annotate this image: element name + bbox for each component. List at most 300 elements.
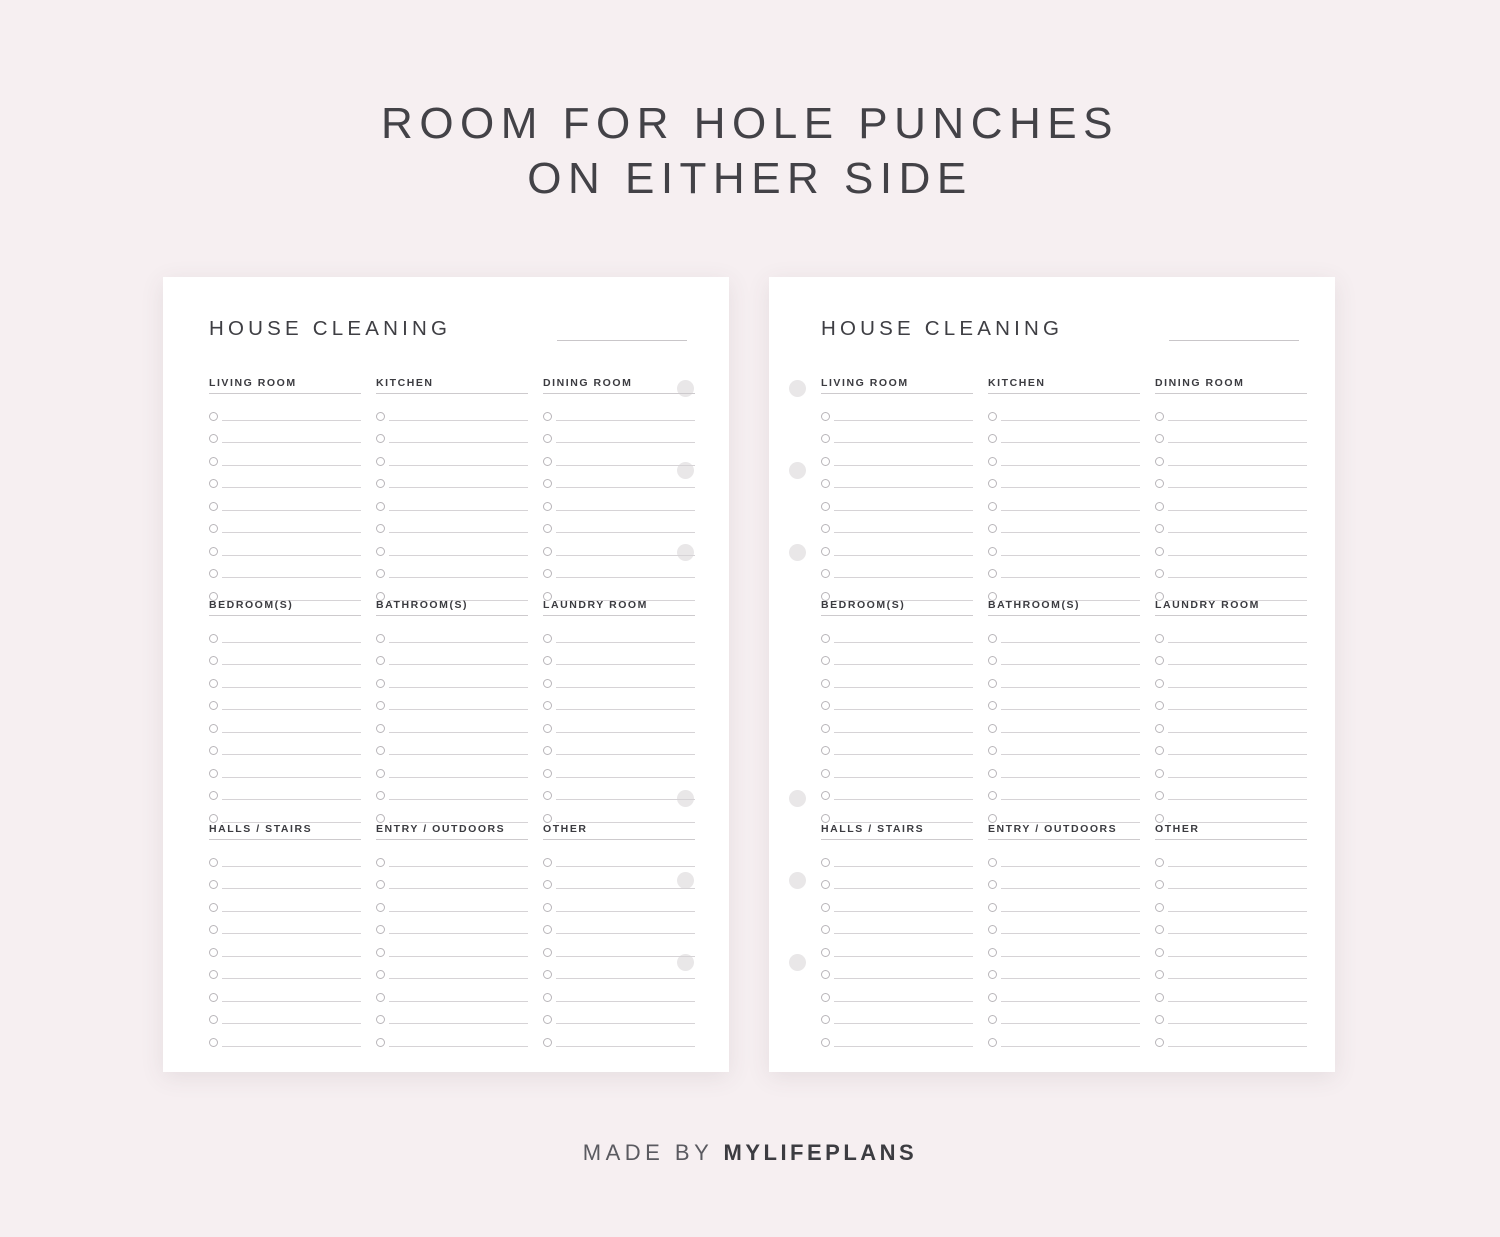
- checklist-item[interactable]: [1155, 646, 1307, 669]
- checklist-item[interactable]: [821, 491, 973, 514]
- write-line[interactable]: [389, 642, 528, 643]
- checkbox-circle-icon[interactable]: [376, 814, 385, 823]
- checklist-item[interactable]: [988, 559, 1140, 582]
- write-line[interactable]: [556, 532, 695, 533]
- checkbox-circle-icon[interactable]: [988, 569, 997, 578]
- checkbox-circle-icon[interactable]: [376, 701, 385, 710]
- checklist-item[interactable]: [376, 668, 528, 691]
- write-line[interactable]: [1001, 1023, 1140, 1024]
- checkbox-circle-icon[interactable]: [376, 1015, 385, 1024]
- checkbox-circle-icon[interactable]: [376, 791, 385, 800]
- checklist-item[interactable]: [1155, 781, 1307, 804]
- write-line[interactable]: [834, 933, 973, 934]
- write-line[interactable]: [834, 956, 973, 957]
- write-line[interactable]: [222, 1001, 361, 1002]
- checklist-item[interactable]: [209, 536, 361, 559]
- checkbox-circle-icon[interactable]: [209, 502, 218, 511]
- checkbox-circle-icon[interactable]: [1155, 502, 1164, 511]
- checklist-item[interactable]: [988, 536, 1140, 559]
- write-line[interactable]: [222, 933, 361, 934]
- checkbox-circle-icon[interactable]: [1155, 656, 1164, 665]
- checkbox-circle-icon[interactable]: [821, 724, 830, 733]
- write-line[interactable]: [1001, 510, 1140, 511]
- checkbox-circle-icon[interactable]: [376, 479, 385, 488]
- checkbox-circle-icon[interactable]: [821, 1015, 830, 1024]
- write-line[interactable]: [389, 487, 528, 488]
- checklist-item[interactable]: [376, 514, 528, 537]
- checkbox-circle-icon[interactable]: [1155, 970, 1164, 979]
- checkbox-circle-icon[interactable]: [543, 479, 552, 488]
- checklist-item[interactable]: [988, 736, 1140, 759]
- checkbox-circle-icon[interactable]: [209, 1015, 218, 1024]
- write-line[interactable]: [1168, 911, 1307, 912]
- checkbox-circle-icon[interactable]: [821, 569, 830, 578]
- write-line[interactable]: [834, 799, 973, 800]
- write-line[interactable]: [389, 732, 528, 733]
- checklist-item[interactable]: [543, 623, 695, 646]
- checklist-item[interactable]: [821, 514, 973, 537]
- checkbox-circle-icon[interactable]: [821, 524, 830, 533]
- checklist-item[interactable]: [209, 847, 361, 870]
- write-line[interactable]: [1001, 799, 1140, 800]
- write-line[interactable]: [222, 1023, 361, 1024]
- write-line[interactable]: [222, 732, 361, 733]
- checkbox-circle-icon[interactable]: [988, 679, 997, 688]
- write-line[interactable]: [1001, 866, 1140, 867]
- write-line[interactable]: [834, 754, 973, 755]
- checklist-item[interactable]: [376, 559, 528, 582]
- checkbox-circle-icon[interactable]: [1155, 547, 1164, 556]
- checklist-item[interactable]: [376, 713, 528, 736]
- checkbox-circle-icon[interactable]: [821, 880, 830, 889]
- checklist-item[interactable]: [209, 915, 361, 938]
- checklist-item[interactable]: [988, 469, 1140, 492]
- checklist-item[interactable]: [209, 892, 361, 915]
- checklist-item[interactable]: [821, 892, 973, 915]
- write-line[interactable]: [222, 709, 361, 710]
- checkbox-circle-icon[interactable]: [376, 502, 385, 511]
- checkbox-circle-icon[interactable]: [1155, 814, 1164, 823]
- checklist-item[interactable]: [988, 491, 1140, 514]
- checkbox-circle-icon[interactable]: [1155, 903, 1164, 912]
- checklist-item[interactable]: [543, 536, 695, 559]
- checklist-item[interactable]: [376, 1005, 528, 1028]
- write-line[interactable]: [1001, 465, 1140, 466]
- checkbox-circle-icon[interactable]: [376, 547, 385, 556]
- checklist-item[interactable]: [1155, 514, 1307, 537]
- checkbox-circle-icon[interactable]: [821, 948, 830, 957]
- checklist-item[interactable]: [988, 514, 1140, 537]
- checkbox-circle-icon[interactable]: [821, 769, 830, 778]
- checklist-item[interactable]: [209, 469, 361, 492]
- checkbox-circle-icon[interactable]: [988, 814, 997, 823]
- checkbox-circle-icon[interactable]: [821, 746, 830, 755]
- checklist-item[interactable]: [376, 536, 528, 559]
- write-line[interactable]: [1168, 664, 1307, 665]
- write-line[interactable]: [389, 577, 528, 578]
- write-line[interactable]: [1001, 933, 1140, 934]
- checklist-item[interactable]: [543, 668, 695, 691]
- checklist-item[interactable]: [1155, 736, 1307, 759]
- checkbox-circle-icon[interactable]: [543, 993, 552, 1002]
- checklist-item[interactable]: [209, 758, 361, 781]
- write-line[interactable]: [389, 956, 528, 957]
- write-line[interactable]: [1168, 866, 1307, 867]
- checklist-item[interactable]: [209, 559, 361, 582]
- checklist-item[interactable]: [821, 870, 973, 893]
- checklist-item[interactable]: [821, 536, 973, 559]
- checkbox-circle-icon[interactable]: [988, 656, 997, 665]
- write-line[interactable]: [1168, 642, 1307, 643]
- checklist-item[interactable]: [209, 1005, 361, 1028]
- checkbox-circle-icon[interactable]: [1155, 434, 1164, 443]
- checklist-item[interactable]: [209, 401, 361, 424]
- write-line[interactable]: [1168, 956, 1307, 957]
- checkbox-circle-icon[interactable]: [821, 903, 830, 912]
- checklist-item[interactable]: [988, 713, 1140, 736]
- write-line[interactable]: [1001, 911, 1140, 912]
- checkbox-circle-icon[interactable]: [543, 769, 552, 778]
- write-line[interactable]: [1001, 777, 1140, 778]
- write-line[interactable]: [834, 664, 973, 665]
- write-line[interactable]: [1001, 754, 1140, 755]
- checklist-item[interactable]: [821, 469, 973, 492]
- write-line[interactable]: [556, 732, 695, 733]
- checkbox-circle-icon[interactable]: [988, 1015, 997, 1024]
- checklist-item[interactable]: [821, 758, 973, 781]
- checklist-item[interactable]: [988, 691, 1140, 714]
- checklist-item[interactable]: [821, 559, 973, 582]
- checkbox-circle-icon[interactable]: [1155, 746, 1164, 755]
- checklist-item[interactable]: [988, 870, 1140, 893]
- write-line[interactable]: [389, 978, 528, 979]
- checklist-item[interactable]: [209, 668, 361, 691]
- write-line[interactable]: [556, 420, 695, 421]
- checkbox-circle-icon[interactable]: [821, 656, 830, 665]
- write-line[interactable]: [1168, 888, 1307, 889]
- checklist-item[interactable]: [988, 401, 1140, 424]
- checklist-item[interactable]: [821, 623, 973, 646]
- checklist-item[interactable]: [821, 937, 973, 960]
- checklist-item[interactable]: [1155, 915, 1307, 938]
- checklist-item[interactable]: [376, 691, 528, 714]
- checklist-item[interactable]: [988, 424, 1140, 447]
- checklist-item[interactable]: [1155, 401, 1307, 424]
- checkbox-circle-icon[interactable]: [1155, 679, 1164, 688]
- write-line[interactable]: [834, 1023, 973, 1024]
- checklist-item[interactable]: [988, 915, 1140, 938]
- checklist-item[interactable]: [988, 781, 1140, 804]
- checklist-item[interactable]: [209, 623, 361, 646]
- checklist-item[interactable]: [376, 491, 528, 514]
- checklist-item[interactable]: [1155, 536, 1307, 559]
- write-line[interactable]: [389, 709, 528, 710]
- write-line[interactable]: [1168, 1046, 1307, 1047]
- checkbox-circle-icon[interactable]: [821, 970, 830, 979]
- write-line[interactable]: [222, 799, 361, 800]
- write-line[interactable]: [556, 777, 695, 778]
- write-line[interactable]: [1001, 709, 1140, 710]
- checklist-item[interactable]: [988, 1027, 1140, 1050]
- write-line[interactable]: [222, 754, 361, 755]
- checkbox-circle-icon[interactable]: [988, 724, 997, 733]
- checklist-item[interactable]: [1155, 960, 1307, 983]
- write-line[interactable]: [834, 642, 973, 643]
- checklist-item[interactable]: [988, 982, 1140, 1005]
- write-line[interactable]: [389, 465, 528, 466]
- checklist-item[interactable]: [988, 1005, 1140, 1028]
- write-line[interactable]: [1001, 978, 1140, 979]
- checklist-item[interactable]: [543, 758, 695, 781]
- checklist-item[interactable]: [988, 960, 1140, 983]
- checkbox-circle-icon[interactable]: [209, 524, 218, 533]
- checklist-item[interactable]: [1155, 559, 1307, 582]
- write-line[interactable]: [1001, 577, 1140, 578]
- checkbox-circle-icon[interactable]: [821, 925, 830, 934]
- write-line[interactable]: [1001, 1046, 1140, 1047]
- write-line[interactable]: [222, 510, 361, 511]
- write-line[interactable]: [1168, 978, 1307, 979]
- checklist-item[interactable]: [376, 646, 528, 669]
- checkbox-circle-icon[interactable]: [376, 412, 385, 421]
- checkbox-circle-icon[interactable]: [1155, 880, 1164, 889]
- checklist-item[interactable]: [543, 713, 695, 736]
- checklist-item[interactable]: [543, 915, 695, 938]
- checkbox-circle-icon[interactable]: [543, 434, 552, 443]
- write-line[interactable]: [389, 664, 528, 665]
- write-line[interactable]: [834, 732, 973, 733]
- checklist-item[interactable]: [821, 446, 973, 469]
- write-line[interactable]: [556, 555, 695, 556]
- checklist-item[interactable]: [543, 514, 695, 537]
- checkbox-circle-icon[interactable]: [1155, 925, 1164, 934]
- checkbox-circle-icon[interactable]: [988, 502, 997, 511]
- write-line[interactable]: [389, 866, 528, 867]
- checkbox-circle-icon[interactable]: [209, 925, 218, 934]
- write-line[interactable]: [1168, 1001, 1307, 1002]
- checklist-item[interactable]: [376, 469, 528, 492]
- write-line[interactable]: [389, 532, 528, 533]
- checkbox-circle-icon[interactable]: [543, 1015, 552, 1024]
- write-line[interactable]: [556, 1046, 695, 1047]
- write-line[interactable]: [1168, 777, 1307, 778]
- checkbox-circle-icon[interactable]: [1155, 724, 1164, 733]
- checklist-item[interactable]: [821, 401, 973, 424]
- checklist-item[interactable]: [209, 491, 361, 514]
- checklist-item[interactable]: [1155, 713, 1307, 736]
- write-line[interactable]: [222, 1046, 361, 1047]
- checkbox-circle-icon[interactable]: [543, 679, 552, 688]
- checkbox-circle-icon[interactable]: [376, 457, 385, 466]
- checklist-item[interactable]: [209, 870, 361, 893]
- checkbox-circle-icon[interactable]: [988, 925, 997, 934]
- checklist-item[interactable]: [209, 646, 361, 669]
- checkbox-circle-icon[interactable]: [1155, 993, 1164, 1002]
- write-line[interactable]: [389, 555, 528, 556]
- write-line[interactable]: [556, 888, 695, 889]
- checkbox-circle-icon[interactable]: [376, 903, 385, 912]
- write-line[interactable]: [556, 956, 695, 957]
- checkbox-circle-icon[interactable]: [209, 970, 218, 979]
- checklist-item[interactable]: [376, 446, 528, 469]
- checkbox-circle-icon[interactable]: [543, 502, 552, 511]
- checklist-item[interactable]: [543, 982, 695, 1005]
- checkbox-circle-icon[interactable]: [376, 679, 385, 688]
- checklist-item[interactable]: [209, 1027, 361, 1050]
- write-line[interactable]: [556, 911, 695, 912]
- checklist-item[interactable]: [821, 847, 973, 870]
- checklist-item[interactable]: [988, 446, 1140, 469]
- write-line[interactable]: [556, 754, 695, 755]
- checkbox-circle-icon[interactable]: [543, 746, 552, 755]
- checkbox-circle-icon[interactable]: [209, 858, 218, 867]
- checklist-item[interactable]: [1155, 982, 1307, 1005]
- checkbox-circle-icon[interactable]: [543, 656, 552, 665]
- write-line[interactable]: [1001, 487, 1140, 488]
- checkbox-circle-icon[interactable]: [1155, 569, 1164, 578]
- checkbox-circle-icon[interactable]: [821, 858, 830, 867]
- write-line[interactable]: [834, 687, 973, 688]
- write-line[interactable]: [1001, 664, 1140, 665]
- write-line[interactable]: [222, 888, 361, 889]
- checkbox-circle-icon[interactable]: [821, 434, 830, 443]
- checkbox-circle-icon[interactable]: [376, 925, 385, 934]
- checkbox-circle-icon[interactable]: [821, 502, 830, 511]
- write-line[interactable]: [834, 709, 973, 710]
- write-line[interactable]: [222, 555, 361, 556]
- checkbox-circle-icon[interactable]: [988, 948, 997, 957]
- checkbox-circle-icon[interactable]: [376, 569, 385, 578]
- write-line[interactable]: [1168, 487, 1307, 488]
- checklist-item[interactable]: [376, 847, 528, 870]
- checkbox-circle-icon[interactable]: [376, 993, 385, 1002]
- write-line[interactable]: [834, 465, 973, 466]
- checkbox-circle-icon[interactable]: [209, 769, 218, 778]
- write-line[interactable]: [389, 1046, 528, 1047]
- write-line[interactable]: [389, 420, 528, 421]
- checklist-item[interactable]: [543, 491, 695, 514]
- write-line[interactable]: [1168, 732, 1307, 733]
- checkbox-circle-icon[interactable]: [988, 479, 997, 488]
- checkbox-circle-icon[interactable]: [543, 791, 552, 800]
- write-line[interactable]: [389, 442, 528, 443]
- checkbox-circle-icon[interactable]: [821, 993, 830, 1002]
- write-line[interactable]: [834, 577, 973, 578]
- write-line[interactable]: [389, 687, 528, 688]
- checkbox-circle-icon[interactable]: [209, 547, 218, 556]
- checklist-item[interactable]: [988, 758, 1140, 781]
- write-line[interactable]: [1001, 687, 1140, 688]
- checkbox-circle-icon[interactable]: [988, 880, 997, 889]
- checklist-item[interactable]: [988, 668, 1140, 691]
- checklist-item[interactable]: [376, 960, 528, 983]
- checkbox-circle-icon[interactable]: [209, 656, 218, 665]
- checkbox-circle-icon[interactable]: [376, 634, 385, 643]
- write-line[interactable]: [1001, 888, 1140, 889]
- checkbox-circle-icon[interactable]: [543, 724, 552, 733]
- checklist-item[interactable]: [821, 915, 973, 938]
- checklist-item[interactable]: [821, 646, 973, 669]
- write-line[interactable]: [389, 777, 528, 778]
- checkbox-circle-icon[interactable]: [376, 434, 385, 443]
- write-line[interactable]: [1168, 532, 1307, 533]
- checkbox-circle-icon[interactable]: [209, 746, 218, 755]
- write-line[interactable]: [1168, 687, 1307, 688]
- checkbox-circle-icon[interactable]: [209, 701, 218, 710]
- write-line[interactable]: [834, 442, 973, 443]
- write-line[interactable]: [1001, 732, 1140, 733]
- checklist-item[interactable]: [821, 1027, 973, 1050]
- checkbox-circle-icon[interactable]: [543, 880, 552, 889]
- write-line[interactable]: [222, 777, 361, 778]
- checklist-item[interactable]: [209, 982, 361, 1005]
- checklist-item[interactable]: [376, 892, 528, 915]
- checklist-item[interactable]: [821, 982, 973, 1005]
- checkbox-circle-icon[interactable]: [1155, 948, 1164, 957]
- checklist-item[interactable]: [1155, 758, 1307, 781]
- checklist-item[interactable]: [209, 424, 361, 447]
- write-line[interactable]: [1168, 420, 1307, 421]
- checklist-item[interactable]: [1155, 446, 1307, 469]
- checklist-item[interactable]: [543, 691, 695, 714]
- checkbox-circle-icon[interactable]: [988, 434, 997, 443]
- checkbox-circle-icon[interactable]: [543, 858, 552, 867]
- checklist-item[interactable]: [543, 446, 695, 469]
- checkbox-circle-icon[interactable]: [988, 412, 997, 421]
- checklist-item[interactable]: [543, 937, 695, 960]
- write-line[interactable]: [1168, 577, 1307, 578]
- write-line[interactable]: [556, 709, 695, 710]
- checkbox-circle-icon[interactable]: [209, 1038, 218, 1047]
- write-line[interactable]: [222, 687, 361, 688]
- checkbox-circle-icon[interactable]: [1155, 701, 1164, 710]
- checkbox-circle-icon[interactable]: [543, 634, 552, 643]
- checkbox-circle-icon[interactable]: [209, 791, 218, 800]
- checkbox-circle-icon[interactable]: [209, 814, 218, 823]
- write-line[interactable]: [389, 1001, 528, 1002]
- write-line[interactable]: [556, 799, 695, 800]
- checklist-item[interactable]: [209, 691, 361, 714]
- checklist-item[interactable]: [1155, 1027, 1307, 1050]
- write-line[interactable]: [389, 1023, 528, 1024]
- checklist-item[interactable]: [543, 847, 695, 870]
- checklist-item[interactable]: [988, 623, 1140, 646]
- checkbox-circle-icon[interactable]: [1155, 769, 1164, 778]
- write-line[interactable]: [1001, 420, 1140, 421]
- checkbox-circle-icon[interactable]: [543, 524, 552, 533]
- write-line[interactable]: [222, 420, 361, 421]
- checkbox-circle-icon[interactable]: [1155, 412, 1164, 421]
- write-line[interactable]: [222, 442, 361, 443]
- checklist-item[interactable]: [543, 870, 695, 893]
- checklist-item[interactable]: [209, 781, 361, 804]
- checkbox-circle-icon[interactable]: [543, 412, 552, 421]
- checkbox-circle-icon[interactable]: [376, 880, 385, 889]
- checklist-item[interactable]: [376, 937, 528, 960]
- checkbox-circle-icon[interactable]: [543, 970, 552, 979]
- write-line[interactable]: [222, 642, 361, 643]
- checkbox-circle-icon[interactable]: [988, 524, 997, 533]
- checklist-item[interactable]: [1155, 491, 1307, 514]
- checklist-item[interactable]: [543, 960, 695, 983]
- checklist-item[interactable]: [376, 870, 528, 893]
- write-line[interactable]: [834, 420, 973, 421]
- checkbox-circle-icon[interactable]: [209, 457, 218, 466]
- write-line[interactable]: [222, 956, 361, 957]
- checkbox-circle-icon[interactable]: [988, 547, 997, 556]
- checkbox-circle-icon[interactable]: [988, 769, 997, 778]
- checklist-item[interactable]: [1155, 847, 1307, 870]
